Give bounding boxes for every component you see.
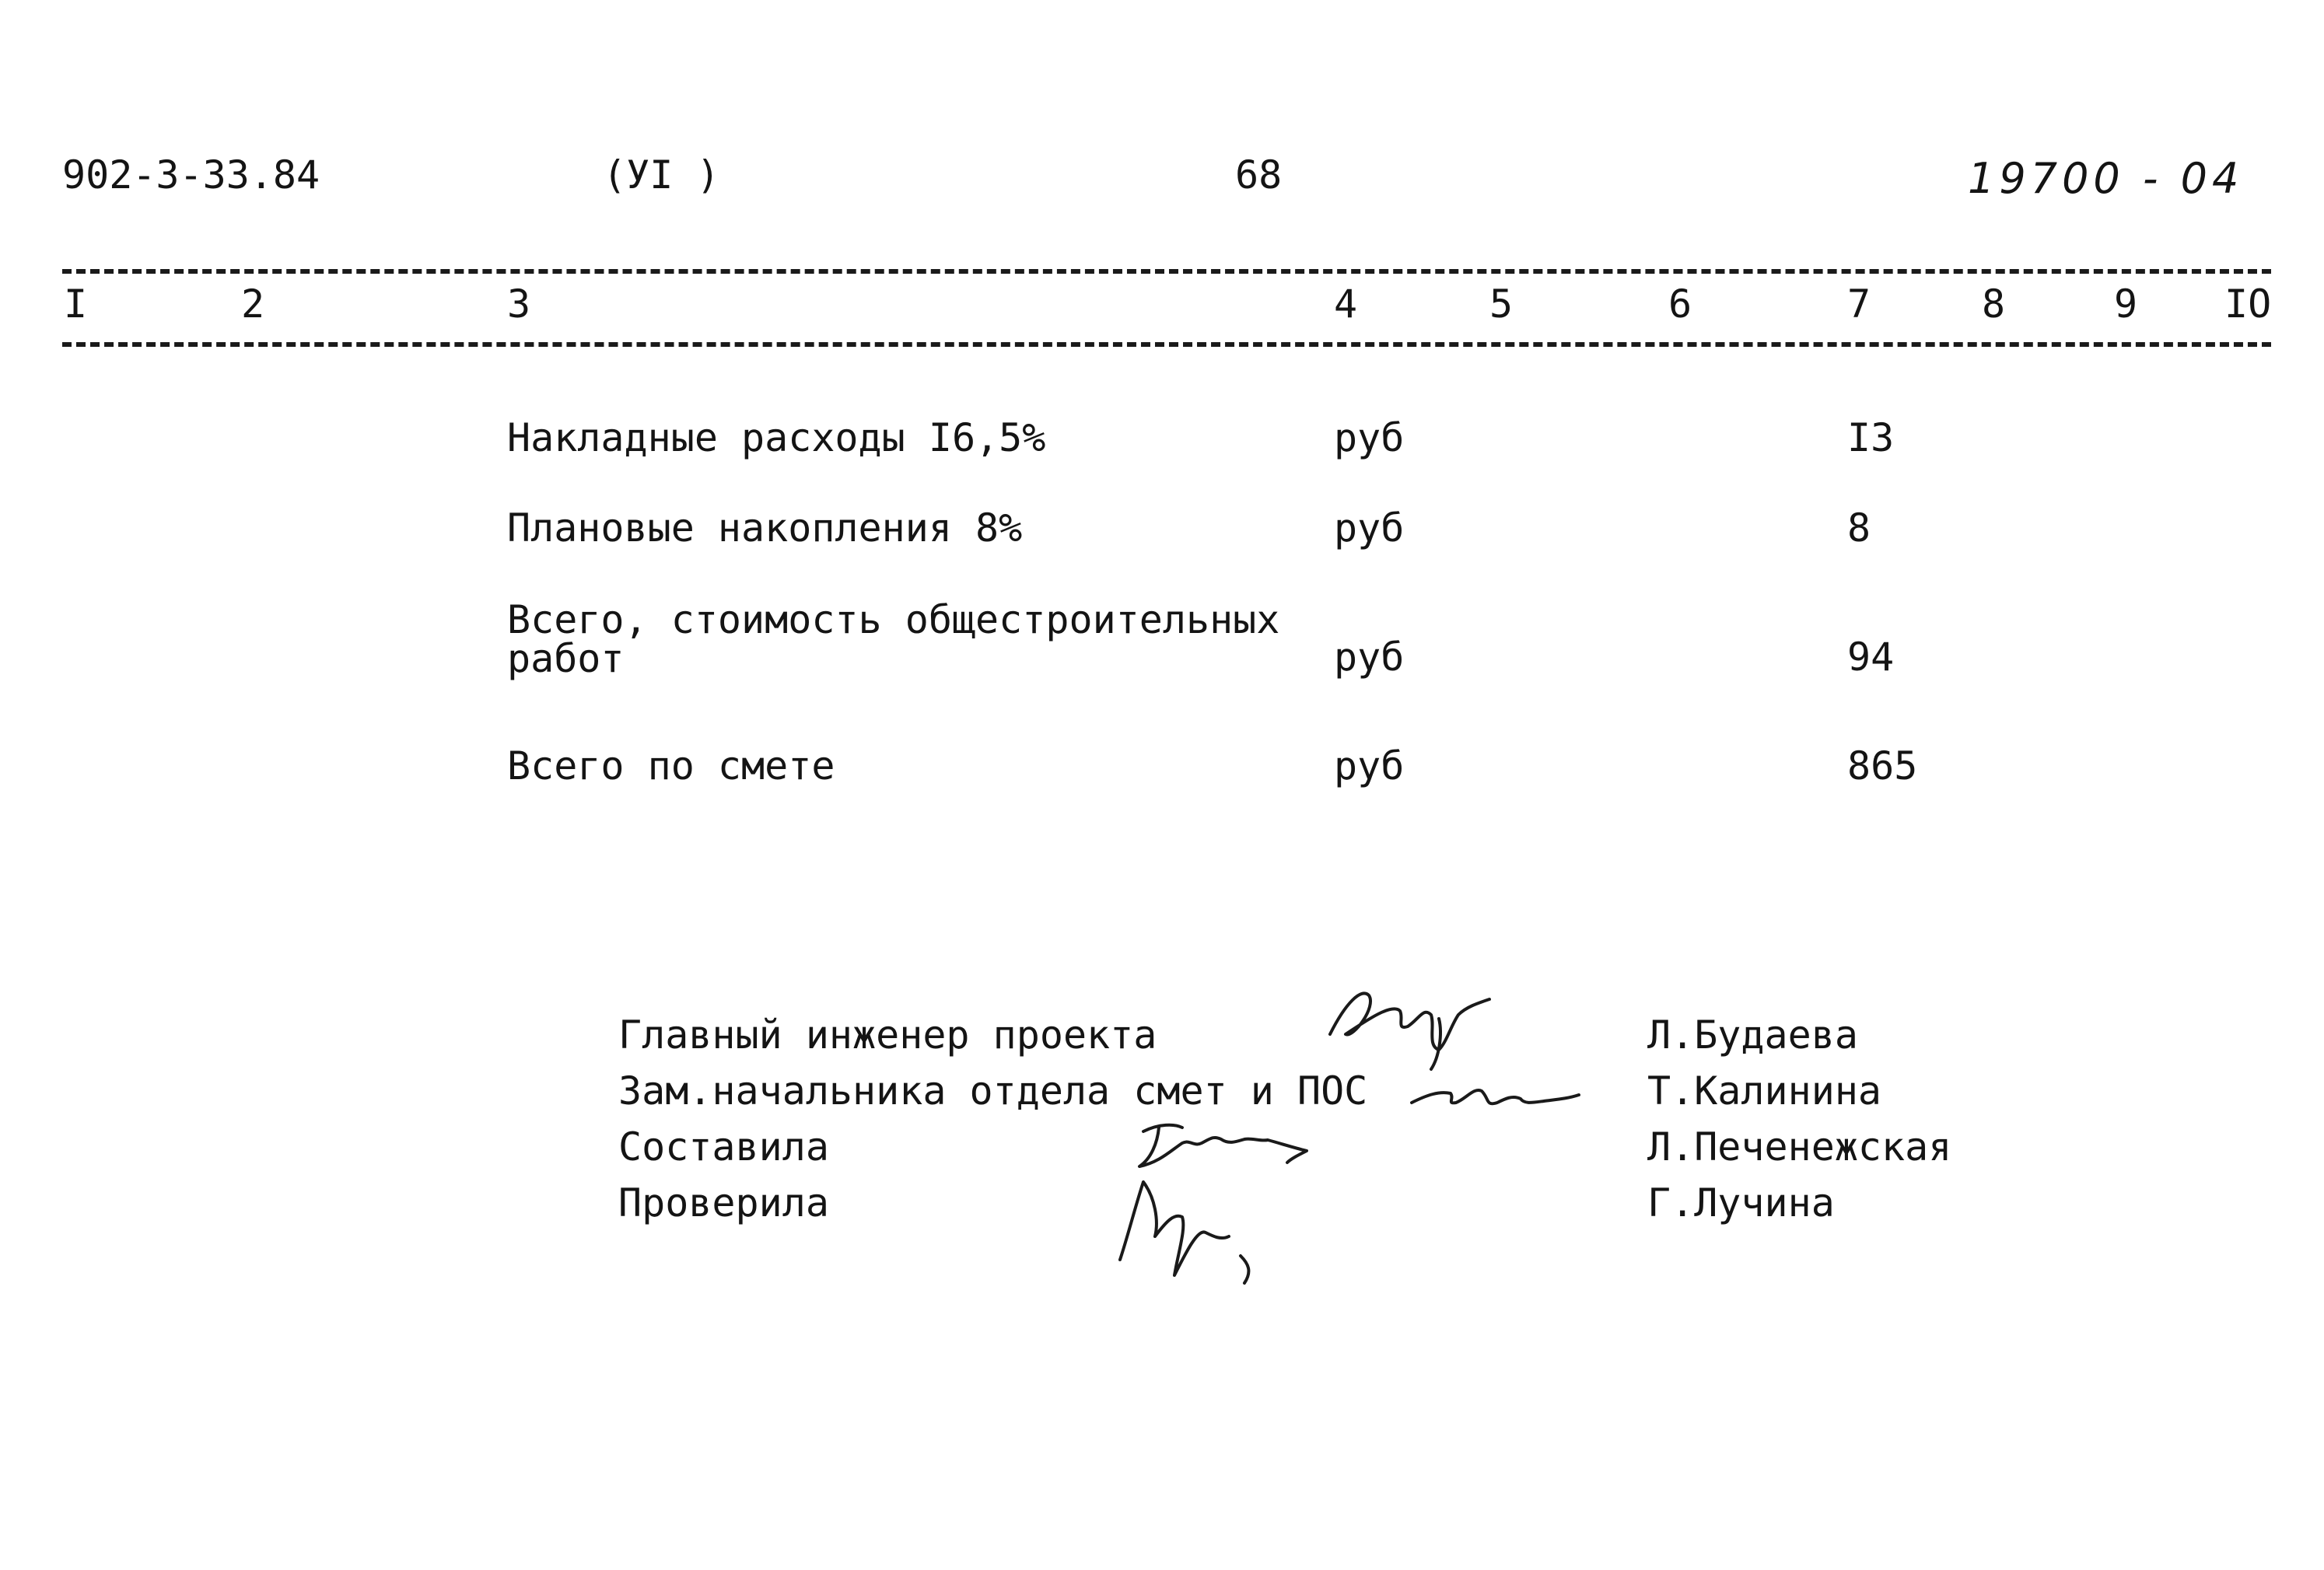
- row-estimate-total-name: Всего по смете: [507, 743, 835, 788]
- column-number-1: I: [64, 281, 88, 327]
- row-construction-total-name-line1: Всего, стоимость общестроительных: [507, 597, 1280, 642]
- column-number-10: IO: [2224, 281, 2272, 327]
- column-number-9: 9: [2114, 281, 2138, 327]
- signature-name-chief-engineer: Л.Будаева: [1647, 1012, 1858, 1058]
- row-planned-savings-name: Плановые накопления 8%: [507, 505, 1023, 551]
- table-header-bottom-rule: [62, 342, 2271, 347]
- signature-name-compiled-by: Л.Печенежская: [1647, 1124, 1952, 1170]
- table-top-rule: [62, 269, 2271, 274]
- signature-chief-engineer: [1322, 972, 1509, 1073]
- column-number-3: 3: [507, 281, 531, 327]
- page-number: 68: [1235, 152, 1283, 198]
- row-planned-savings-value: 8: [1847, 505, 1871, 551]
- column-number-6: 6: [1668, 281, 1692, 327]
- signature-role-chief-engineer: Главный инженер проекта: [618, 1012, 1157, 1058]
- signature-deputy-head: [1408, 1072, 1587, 1118]
- inventory-number: 19700 - 04: [1968, 154, 2244, 203]
- signature-name-deputy-head: Т.Калинина: [1647, 1068, 1882, 1114]
- signature-name-checked-by: Г.Лучина: [1647, 1180, 1835, 1226]
- signature-checked-by: [1112, 1166, 1283, 1291]
- row-overhead-value: I3: [1847, 415, 1895, 460]
- column-number-8: 8: [1982, 281, 2006, 327]
- document-code: 902-3-33.84: [62, 152, 320, 198]
- row-construction-total-unit: руб: [1334, 635, 1405, 680]
- signature-role-compiled-by: Составила: [618, 1124, 829, 1170]
- row-construction-total-value: 94: [1847, 635, 1895, 680]
- row-estimate-total-value: 865: [1847, 743, 1918, 788]
- row-overhead-unit: руб: [1334, 415, 1405, 460]
- row-construction-total-name-line2: работ: [507, 636, 625, 681]
- column-number-5: 5: [1489, 281, 1514, 327]
- signature-role-checked-by: Проверила: [618, 1180, 829, 1226]
- row-overhead-name: Накладные расходы I6,5%: [507, 415, 1046, 460]
- signature-compiled-by: [1128, 1112, 1322, 1174]
- row-estimate-total-unit: руб: [1334, 743, 1405, 788]
- column-number-4: 4: [1334, 281, 1358, 327]
- column-number-7: 7: [1847, 281, 1871, 327]
- row-planned-savings-unit: руб: [1334, 505, 1405, 551]
- signature-role-deputy-head: Зам.начальника отдела смет и ПОС: [618, 1068, 1368, 1114]
- column-number-2: 2: [241, 281, 265, 327]
- document-part: (УI ): [603, 152, 720, 198]
